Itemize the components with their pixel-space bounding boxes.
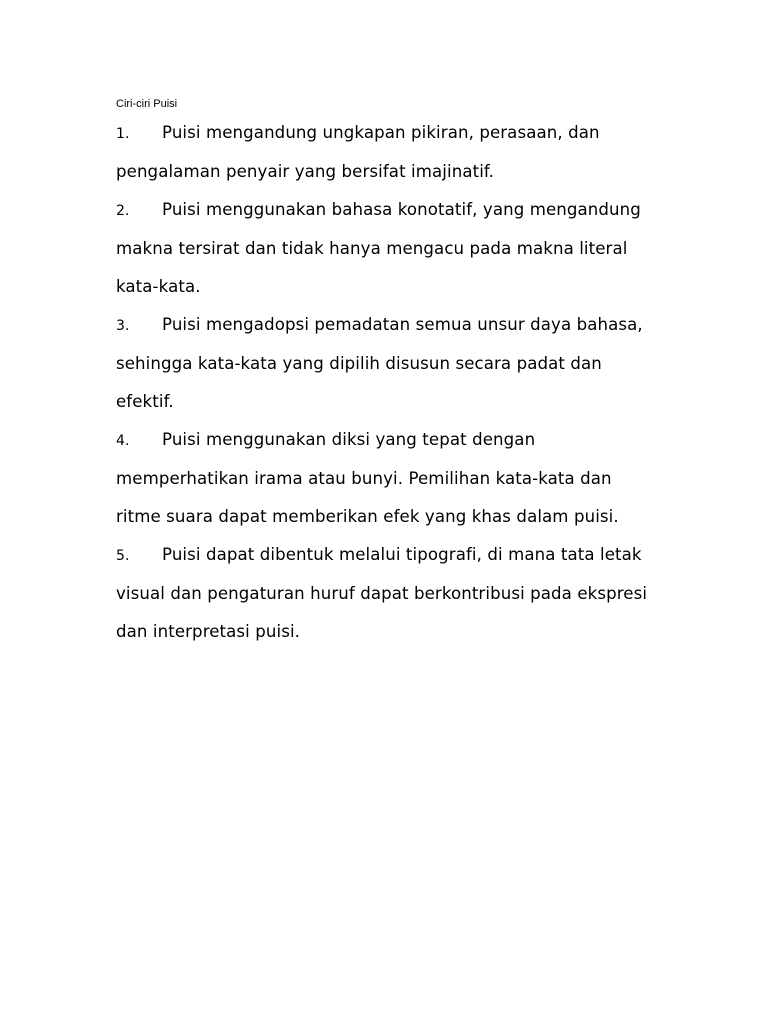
characteristics-list [116,114,661,651]
item-text: Puisi mengandung ungkapan pikiran, perasaan, dan pengalaman penyair yang bersifat imajinatif. [116,123,600,181]
item-text: Puisi menggunakan diksi yang tepat dengan memperhatikan irama atau bunyi. Pemilihan kata-kata dan ritme suara dapat memberikan efek yang khas dalam puisi. [116,430,619,526]
list-item [116,421,661,536]
list-item [116,114,661,191]
item-text: Puisi dapat dibentuk melalui tipografi, di mana tata letak visual dan pengaturan huruf dapat berkontribusi pada ekspresi dan interpretasi puisi. [116,545,648,641]
list-item [116,536,661,651]
item-number: 3. [116,318,130,334]
item-number: 4. [116,433,130,449]
list-item [116,191,661,306]
item-number: 1. [116,126,130,142]
list-item [116,306,661,421]
item-text: Puisi menggunakan bahasa konotatif, yang mengandung makna tersirat dan tidak hanya mengacu pada makna literal kata-kata. [116,200,641,296]
document-title: Ciri-ciri Puisi [116,98,178,110]
item-number: 2. [116,203,130,219]
item-number: 5. [116,548,130,564]
item-text: Puisi mengadopsi pemadatan semua unsur daya bahasa, sehingga kata-kata yang dipilih disusun secara padat dan efektif. [116,315,643,411]
